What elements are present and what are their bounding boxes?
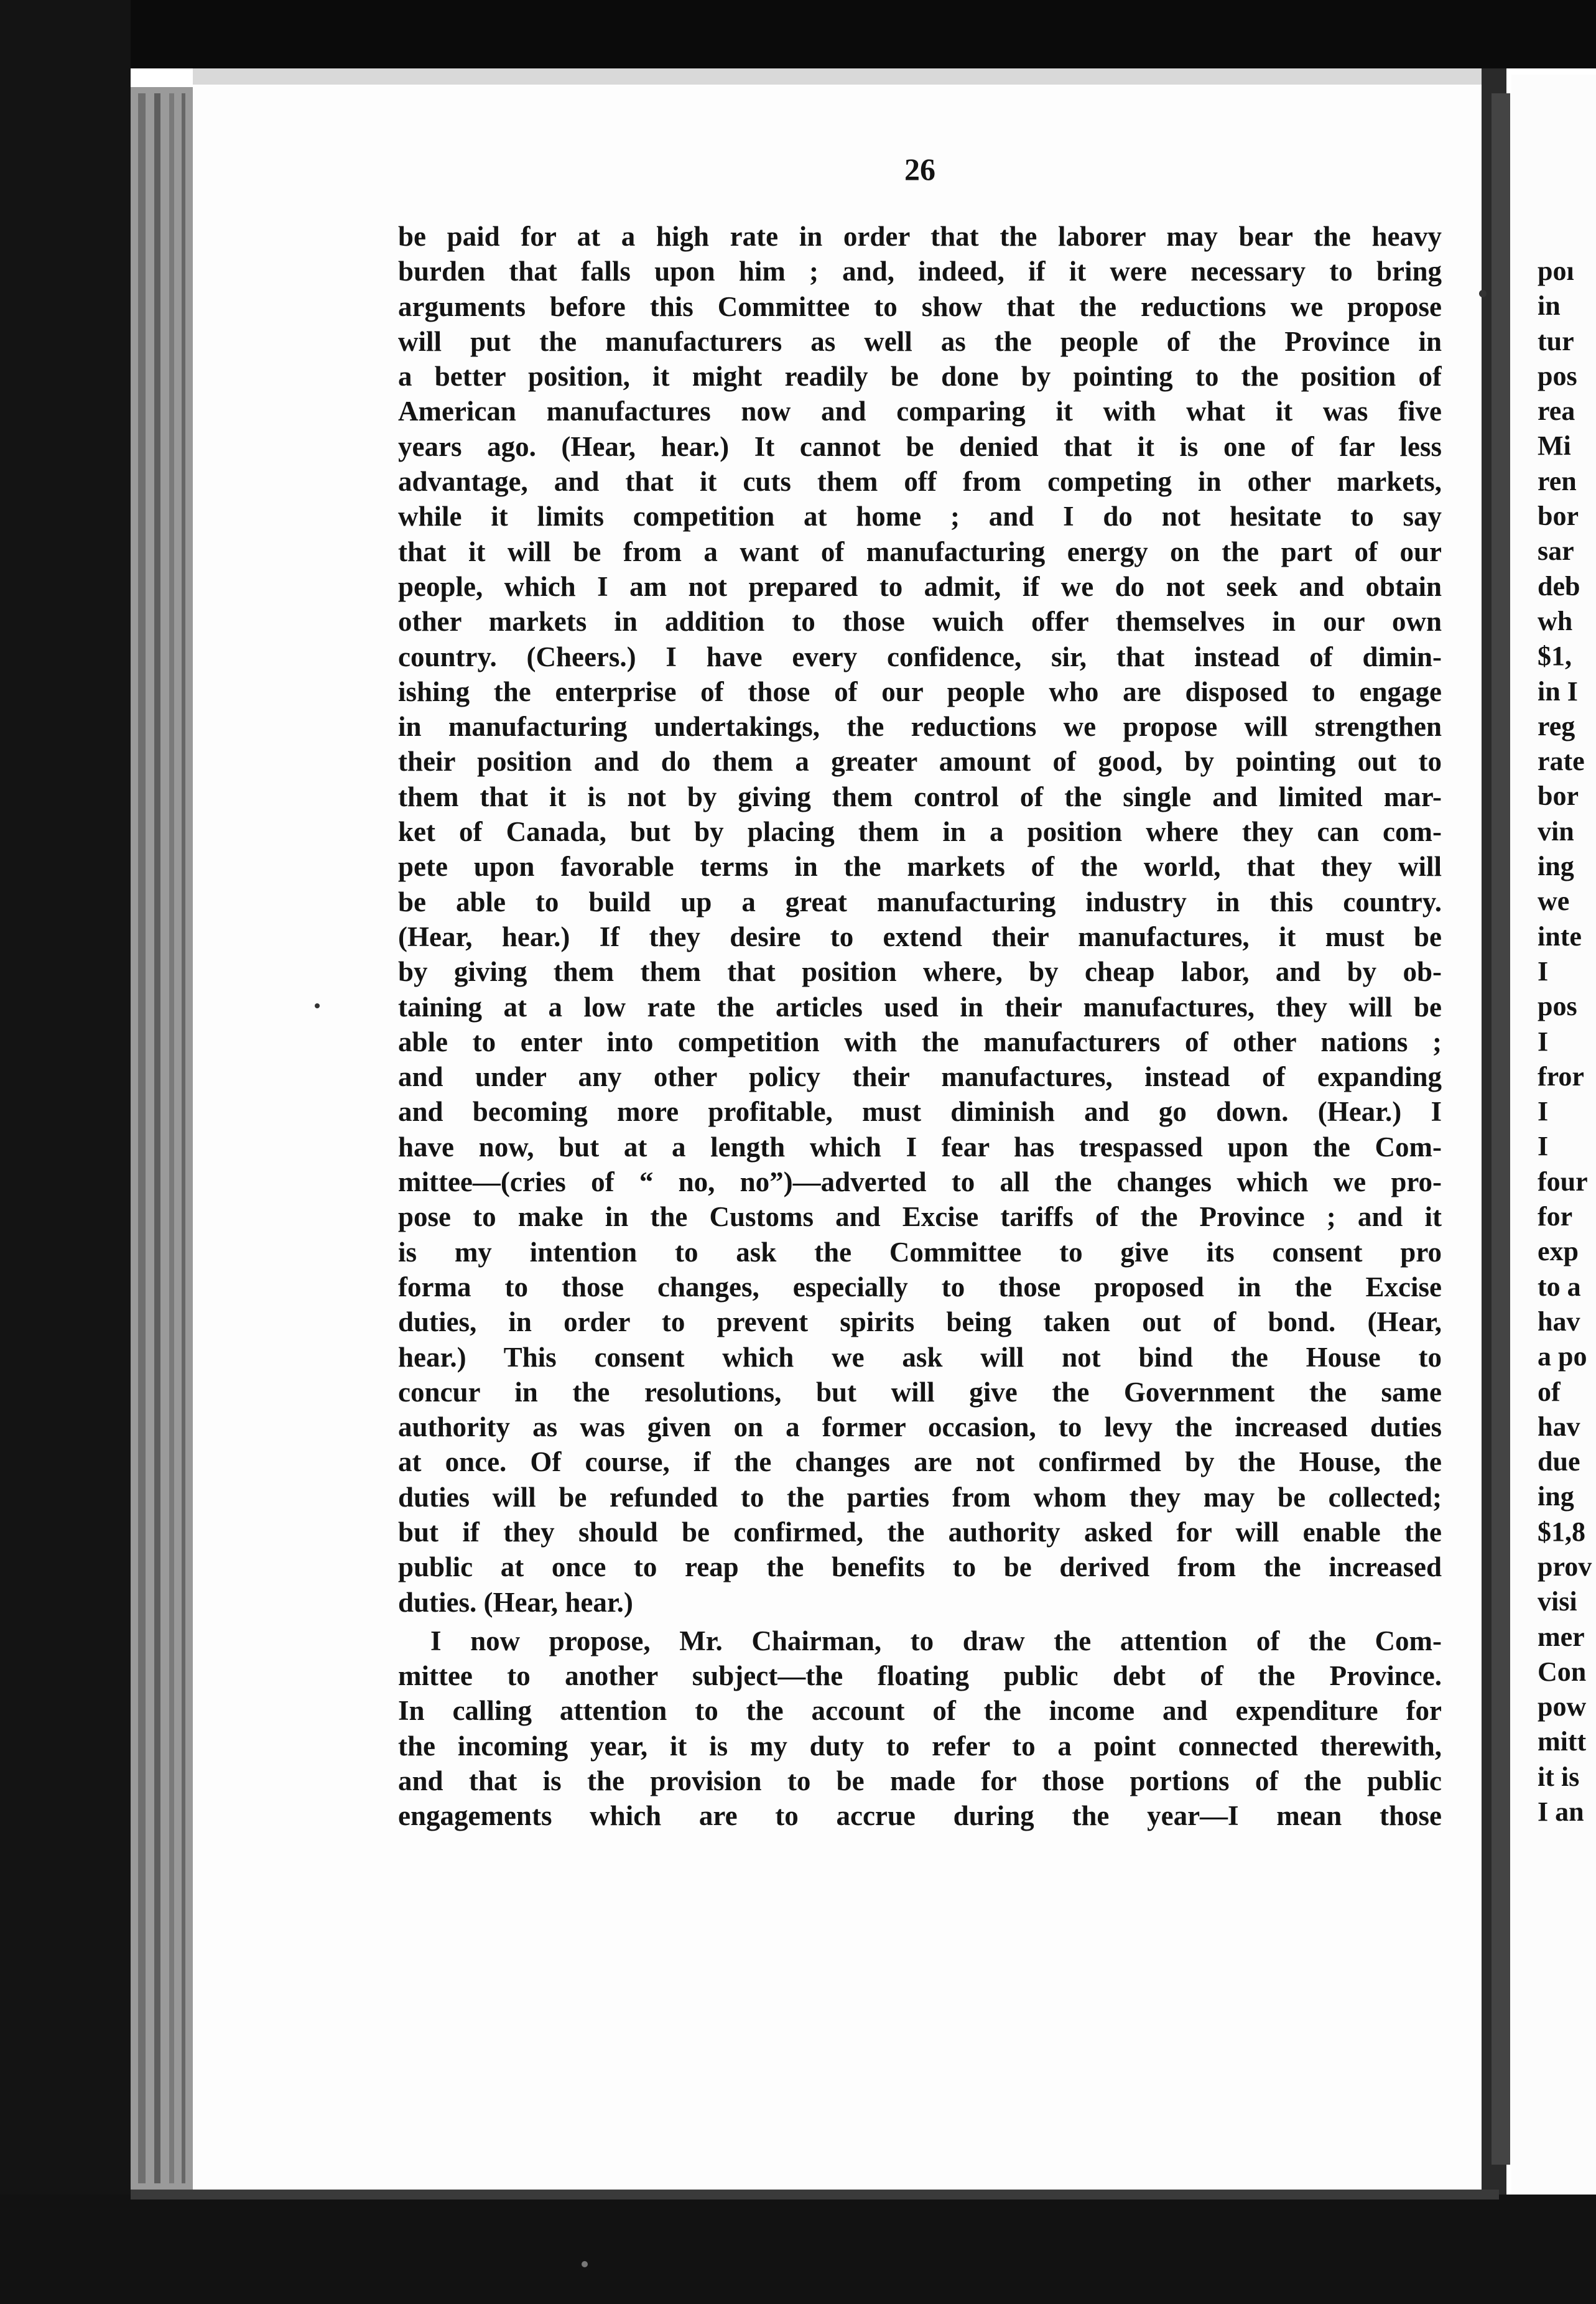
text-line: advantage, and that it cuts them off from competing in other markets, [398, 466, 1442, 498]
text-line: will put the manufacturers as well as the people of the Province in [398, 325, 1442, 357]
facing-page-fragment: ing [1538, 851, 1574, 882]
text-line: duties, in order to prevent spirits being taken out of bond. (Hear, [398, 1306, 1442, 1338]
facing-page-fragment: I [1538, 1131, 1549, 1162]
text-line: pose to make in the Customs and Excise tariffs of the Province ; and it [398, 1201, 1442, 1233]
text-line: country. (Cheers.) I have every confidence, sir, that instead of dimin- [398, 641, 1442, 672]
text-line: I now propose, Mr. Chairman, to draw the attention of the Com- [430, 1625, 1442, 1656]
facing-page-fragment: poı [1538, 256, 1574, 286]
text-line: burden that falls upon him ; and, indeed, if it were necessary to bring [398, 256, 1442, 287]
text-line: and becoming more profitable, must diminish and go down. (Hear.) I [398, 1096, 1442, 1128]
facing-page-fragment: vin [1538, 815, 1574, 847]
text-line: engagements which are to accrue during the year—I mean those [398, 1800, 1442, 1832]
facing-page-fragment: in I [1538, 676, 1578, 707]
facing-page-fragment: sar [1538, 536, 1574, 567]
facing-page-fragment: ing [1538, 1481, 1574, 1512]
facing-page-fragment: pos [1538, 991, 1577, 1022]
facing-page-fragment: visi [1538, 1586, 1577, 1617]
text-line: public at once to reap the benefits to be derived from the increased [398, 1551, 1442, 1583]
facing-page-fragment: inte [1538, 921, 1582, 952]
page-text-block [398, 152, 1442, 1834]
facing-page-fragment: prov [1538, 1551, 1592, 1582]
text-line: the incoming year, it is my duty to refer to a point connected therewith, [398, 1730, 1442, 1762]
facing-page-fragment: for [1538, 1201, 1573, 1232]
facing-page-fragment: $1, [1538, 641, 1572, 672]
facing-page-fragment: hav [1538, 1306, 1580, 1337]
facing-page-fragments [1538, 254, 1596, 2058]
facing-page-fragment: hav [1538, 1411, 1580, 1442]
facing-page-fragment: pos [1538, 360, 1577, 391]
facing-page-fragment: I [1538, 955, 1549, 987]
text-line: by giving them them that position where, by cheap labor, and by ob- [398, 956, 1442, 988]
text-line: a better position, it might readily be done by pointing to the position of [398, 361, 1442, 393]
facing-page-fragment: bor [1538, 781, 1579, 812]
facing-page-fragment: I [1538, 1026, 1549, 1057]
text-line: authority as was given on a former occasion, to levy the increased duties [398, 1411, 1442, 1443]
text-line: duties. (Hear, hear.) [398, 1586, 633, 1618]
facing-page-fragment: due [1538, 1446, 1580, 1477]
text-line: their position and do them a greater amount of good, by pointing out to [398, 746, 1442, 778]
text-line: be paid for at a high rate in order that the laborer may bear the heavy [398, 221, 1442, 252]
text-line: that it will be from a want of manufacturing energy on the part of our [398, 536, 1442, 567]
facing-page-fragment: deb [1538, 570, 1580, 602]
facing-page-fragment: four [1538, 1166, 1588, 1197]
text-line: (Hear, hear.) If they desire to extend their manufactures, it must be [398, 921, 1442, 952]
facing-page-fragment: I an [1538, 1796, 1584, 1828]
facing-page-fragment: of [1538, 1376, 1561, 1407]
text-line: other markets in addition to those wuich offer themselves in our own [398, 606, 1442, 638]
facing-page-fragment: we [1538, 886, 1570, 917]
text-line: mittee to another subject—the floating public debt of the Province. [398, 1660, 1442, 1692]
text-line: mittee—(cries of “ no, no”)—adverted to all the changes which we pro- [398, 1166, 1442, 1198]
text-line: taining at a low rate the articles used in their manufactures, they will be [398, 991, 1442, 1023]
facing-page-fragment: fror [1538, 1061, 1584, 1092]
text-line: ishing the enterprise of those of our people who are disposed to engage [398, 676, 1442, 707]
facing-page-fragment: Mi [1538, 430, 1571, 462]
text-line: hear.) This consent which we ask will not bind the House to [398, 1341, 1442, 1373]
text-line: concur in the resolutions, but will give the Government the same [398, 1376, 1442, 1408]
text-line: duties will be refunded to the parties from whom they may be collected; [398, 1481, 1442, 1513]
facing-page-fragment: reg [1538, 710, 1575, 741]
facing-page-fragment: $1,8 [1538, 1516, 1585, 1547]
facing-page-fragment: tur [1538, 325, 1574, 356]
facing-page-fragment: I [1538, 1096, 1549, 1127]
text-line: arguments before this Committee to show that the reductions we propose [398, 290, 1442, 322]
text-line: forma to those changes, especially to those proposed in the Excise [398, 1271, 1442, 1303]
text-line: pete upon favorable terms in the markets of the world, that they will [398, 851, 1442, 883]
text-line: at once. Of course, if the changes are not confirmed by the House, the [398, 1446, 1442, 1478]
facing-page-fragment: Con [1538, 1656, 1587, 1687]
text-line: years ago. (Hear, hear.) It cannot be denied that it is one of far less [398, 430, 1442, 462]
facing-page-fragment: it is [1538, 1761, 1580, 1792]
text-line: American manufactures now and comparing it with what it was five [398, 396, 1442, 427]
text-line: have now, but at a length which I fear has trespassed upon the Com- [398, 1131, 1442, 1163]
text-line: while it limits competition at home ; and I do not hesitate to say [398, 501, 1442, 532]
text-line: In calling attention to the account of the income and expenditure for [398, 1695, 1442, 1727]
text-line: able to enter into competition with the manufacturers of other nations ; [398, 1026, 1442, 1057]
text-line: be able to build up a great manufacturing industry in this country. [398, 886, 1442, 917]
facing-page-fragment: to a [1538, 1271, 1581, 1302]
facing-page-fragment: rate [1538, 746, 1585, 777]
text-line: people, which I am not prepared to admit, if we do not seek and obtain [398, 570, 1442, 602]
facing-page-fragment: rea [1538, 396, 1575, 427]
facing-page-fragment: in [1538, 290, 1561, 322]
text-line: but if they should be confirmed, the authority asked for will enable the [398, 1516, 1442, 1548]
facing-page-fragment: bor [1538, 501, 1579, 532]
facing-page-fragment: pow [1538, 1691, 1587, 1722]
facing-page-fragment: exp [1538, 1236, 1579, 1267]
text-line: them that it is not by giving them control of the single and limited mar- [398, 781, 1442, 812]
facing-page-fragment: ren [1538, 465, 1577, 496]
text-line: ket of Canada, but by placing them in a position where they can com- [398, 816, 1442, 848]
text-line: is my intention to ask the Committee to give its consent pro [398, 1236, 1442, 1268]
page-number: 26 [904, 152, 935, 187]
facing-page-fragment: a po [1538, 1341, 1587, 1372]
text-line: and that is the provision to be made for those portions of the public [398, 1765, 1442, 1797]
text-line: in manufacturing undertakings, the reductions we propose will strengthen [398, 711, 1442, 743]
facing-page-fragment: wh [1538, 605, 1573, 636]
facing-page-fragment: mitt [1538, 1726, 1587, 1757]
facing-page-fragment: mer [1538, 1621, 1585, 1652]
text-line: and under any other policy their manufactures, instead of expanding [398, 1061, 1442, 1093]
